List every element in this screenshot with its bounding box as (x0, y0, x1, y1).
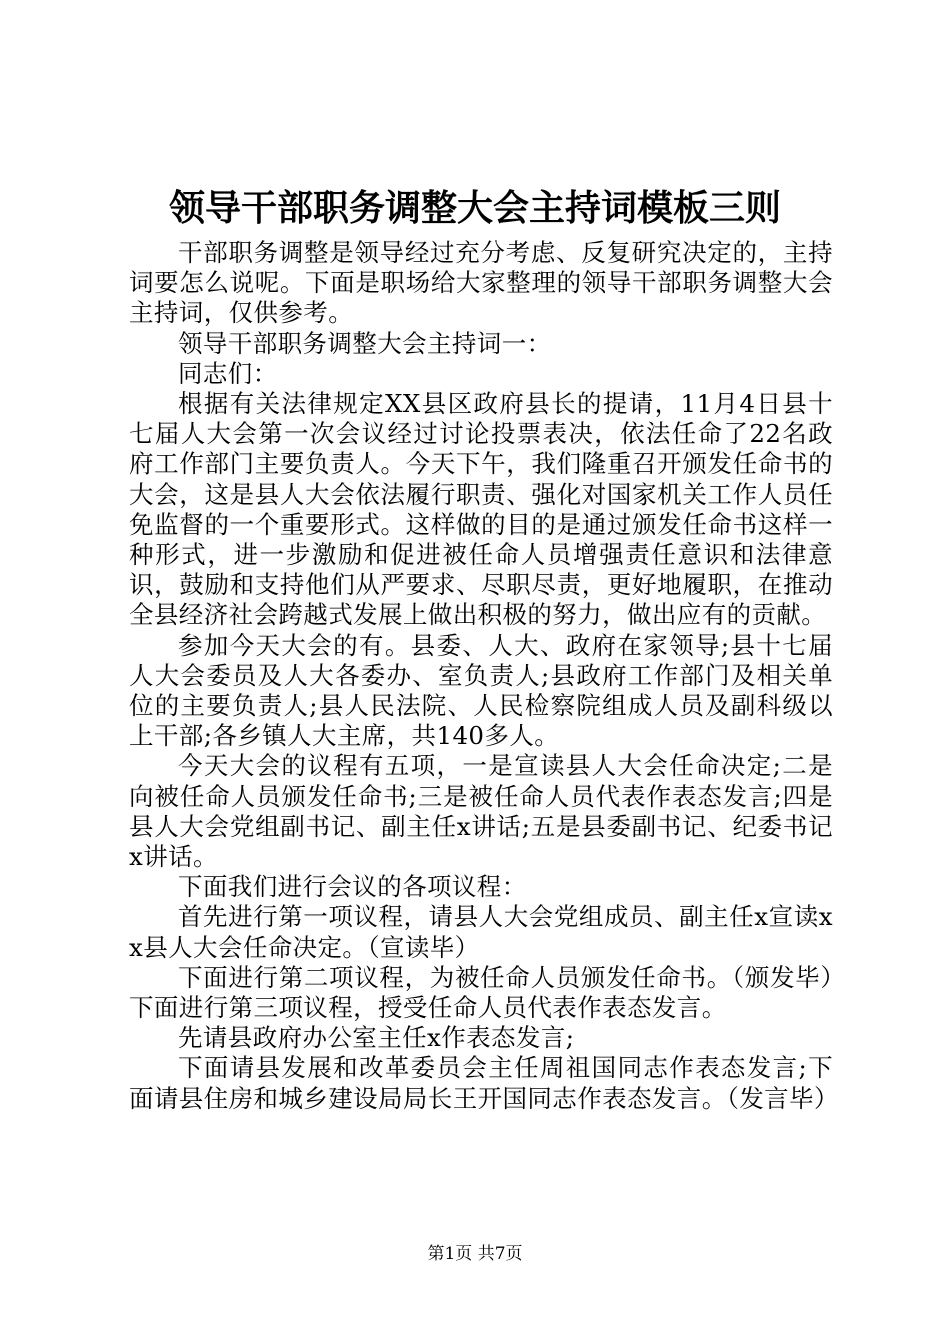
paragraph-speakers-next: 下面请县发展和改革委员会主任周祖国同志作表态发言;下面请县住房和城乡建设局局长王开国同志作表态发言。（发言毕） (129, 1053, 839, 1113)
paragraph-proceed: 下面我们进行会议的各项议程： (178, 872, 527, 902)
document-title: 领导干部职务调整大会主持词模板三则 (168, 187, 781, 229)
paragraph-section-heading: 领导干部职务调整大会主持词一： (178, 328, 552, 358)
paragraph-background: 根据有关法律规定XX县区政府县长的提请，11月4日县十七届人大会第一次会议经过讨论投票表决，依法任命了22名政府工作部门主要负责人。今天下午，我们隆重召开颁发任命书的大会，这是县人大会依法履行职责、强化对国家机关工作人员任免监督的一个重要形式。这样做的目的是通过颁发任命书这样一种形式，进一步激励和促进被任命人员增强责任意识和法律意识，鼓励和支持他们从严要求、尽职尽责，更好地履职，在推动全县经济社会跨越式发展上做出积极的努力，做出应有的贡献。 (129, 389, 833, 630)
paragraph-attendees: 参加今天大会的有。县委、人大、政府在家领导;县十七届人大会委员及人大各委办、室负责人;县政府工作部门及相关单位的主要负责人;县人民法院、人民检察院组成人员及副科级以上干部;各乡镇人大主席，共140多人。 (129, 630, 833, 751)
paragraph-agenda: 今天大会的议程有五项，一是宣读县人大会任命决定;二是向被任命人员颁发任命书;三是被任命人员代表作表态发言;四是县人大会党组副书记、副主任x讲话;五是县委副书记、纪委书记x讲话。 (129, 751, 833, 872)
paragraph-salutation: 同志们： (178, 358, 278, 388)
paragraph-speaker-first: 先请县政府办公室主任x作表态发言; (178, 1023, 575, 1053)
paragraph-intro: 干部职务调整是领导经过充分考虑、反复研究决定的，主持词要怎么说呢。下面是职场给大家整理的领导干部职务调整大会主持词，仅供参考。 (129, 238, 833, 328)
paragraph-item-two-three: 下面进行第二项议程，为被任命人员颁发任命书。（颁发毕）下面进行第三项议程，授受任命人员代表作表态发言。 (129, 962, 833, 1023)
document-body (129, 238, 839, 1114)
paragraph-item-one: 首先进行第一项议程，请县人大会党组成员、副主任x宣读xx县人大会任命决定。（宣读毕） (129, 902, 833, 962)
page-footer: 第1页 共7页 (427, 1244, 523, 1264)
